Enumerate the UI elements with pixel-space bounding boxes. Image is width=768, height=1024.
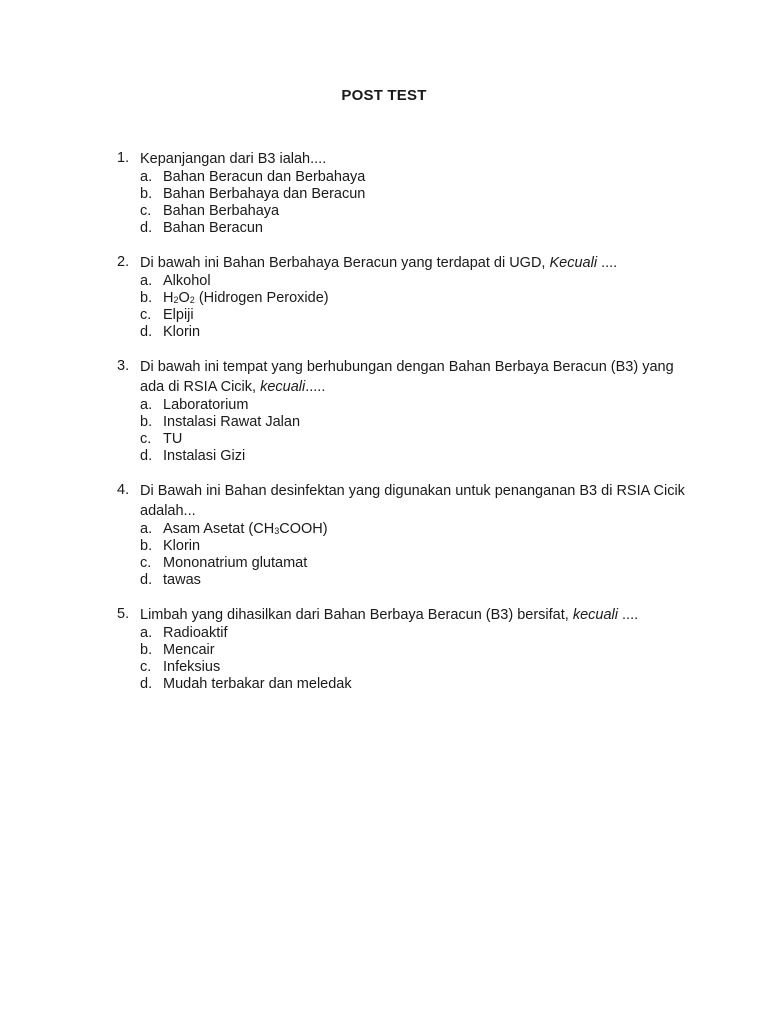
option-letter: a. — [140, 169, 153, 185]
question-text: Di bawah ini tempat yang berhubungan dengan Bahan Berbaya Beracun (B3) yang ada di RSIA Cicik, kecuali..... — [140, 359, 674, 395]
option-text: Klorin — [163, 324, 201, 340]
option-letter: d. — [140, 220, 153, 236]
question-1 — [117, 150, 687, 237]
question-number: 3. — [117, 358, 130, 374]
option-c — [140, 659, 687, 676]
option-text: Bahan Berbahaya — [163, 203, 280, 219]
question-number: 1. — [117, 150, 130, 166]
option-letter: b. — [140, 414, 153, 430]
option-letter: a. — [140, 521, 153, 537]
option-letter: b. — [140, 290, 153, 306]
option-c — [140, 203, 687, 220]
option-text: Bahan Beracun dan Berbahaya — [163, 169, 366, 185]
option-letter: d. — [140, 572, 153, 588]
question-3 — [117, 358, 687, 465]
question-2 — [117, 254, 687, 341]
option-letter: c. — [140, 307, 152, 323]
option-d — [140, 448, 687, 465]
option-letter: c. — [140, 203, 152, 219]
question-5 — [117, 606, 687, 693]
option-letter: d. — [140, 324, 153, 340]
option-text: Asam Asetat $(CH_3COOH)$ — [163, 521, 328, 537]
option-d — [140, 676, 687, 693]
question-number: 4. — [117, 482, 130, 498]
option-b — [140, 414, 687, 431]
option-c — [140, 431, 687, 448]
question-text: Limbah yang dihasilkan dari Bahan Berbaya Beracun (B3) bersifat, kecuali .... — [140, 607, 639, 623]
option-text: tawas — [163, 572, 201, 588]
option-a — [140, 625, 687, 642]
option-list — [140, 521, 687, 589]
option-list — [140, 273, 687, 341]
question-list — [117, 150, 687, 710]
option-text: Mencair — [163, 642, 215, 658]
option-letter: b. — [140, 186, 153, 202]
option-text: Laboratorium — [163, 397, 249, 413]
option-letter: c. — [140, 555, 152, 571]
option-text: TU — [163, 431, 183, 447]
option-a — [140, 521, 687, 538]
option-list — [140, 625, 687, 693]
option-text: Elpiji — [163, 307, 194, 323]
option-text: Mononatrium glutamat — [163, 555, 308, 571]
option-letter: b. — [140, 538, 153, 554]
option-letter: a. — [140, 273, 153, 289]
option-text: Alkohol — [163, 273, 211, 289]
option-b — [140, 186, 687, 203]
question-text: Di Bawah ini Bahan desinfektan yang digunakan untuk penanganan B3 di RSIA Cicik adalah... — [140, 483, 685, 519]
option-text: Infeksius — [163, 659, 221, 675]
option-letter: c. — [140, 431, 152, 447]
option-text: Bahan Beracun — [163, 220, 263, 236]
option-text: Klorin — [163, 538, 201, 554]
option-letter: c. — [140, 659, 152, 675]
option-letter: b. — [140, 642, 153, 658]
question-text: Kepanjangan dari B3 ialah.... — [140, 151, 327, 167]
page-title: POST TEST — [341, 87, 427, 104]
question-number: 2. — [117, 254, 130, 270]
option-a — [140, 397, 687, 414]
option-a — [140, 169, 687, 186]
option-d — [140, 220, 687, 237]
option-b — [140, 642, 687, 659]
option-letter: d. — [140, 448, 153, 464]
option-text: Instalasi Gizi — [163, 448, 246, 464]
option-letter: d. — [140, 676, 153, 692]
option-b — [140, 538, 687, 555]
option-text: Radioaktif — [163, 625, 228, 641]
question-text: Di bawah ini Bahan Berbahaya Beracun yang terdapat di UGD, Kecuali .... — [140, 255, 618, 271]
option-d — [140, 572, 687, 589]
option-text: $H_2O_2$ (Hidrogen Peroxide) — [163, 290, 329, 306]
option-d — [140, 324, 687, 341]
option-list — [140, 397, 687, 465]
option-c — [140, 307, 687, 324]
option-text: Bahan Berbahaya dan Beracun — [163, 186, 366, 202]
option-letter: a. — [140, 397, 153, 413]
option-a — [140, 273, 687, 290]
option-text: Mudah terbakar dan meledak — [163, 676, 352, 692]
option-c — [140, 555, 687, 572]
option-list — [140, 169, 687, 237]
option-text: Instalasi Rawat Jalan — [163, 414, 301, 430]
option-b — [140, 290, 687, 307]
option-letter: a. — [140, 625, 153, 641]
question-number: 5. — [117, 606, 130, 622]
question-4 — [117, 482, 687, 589]
